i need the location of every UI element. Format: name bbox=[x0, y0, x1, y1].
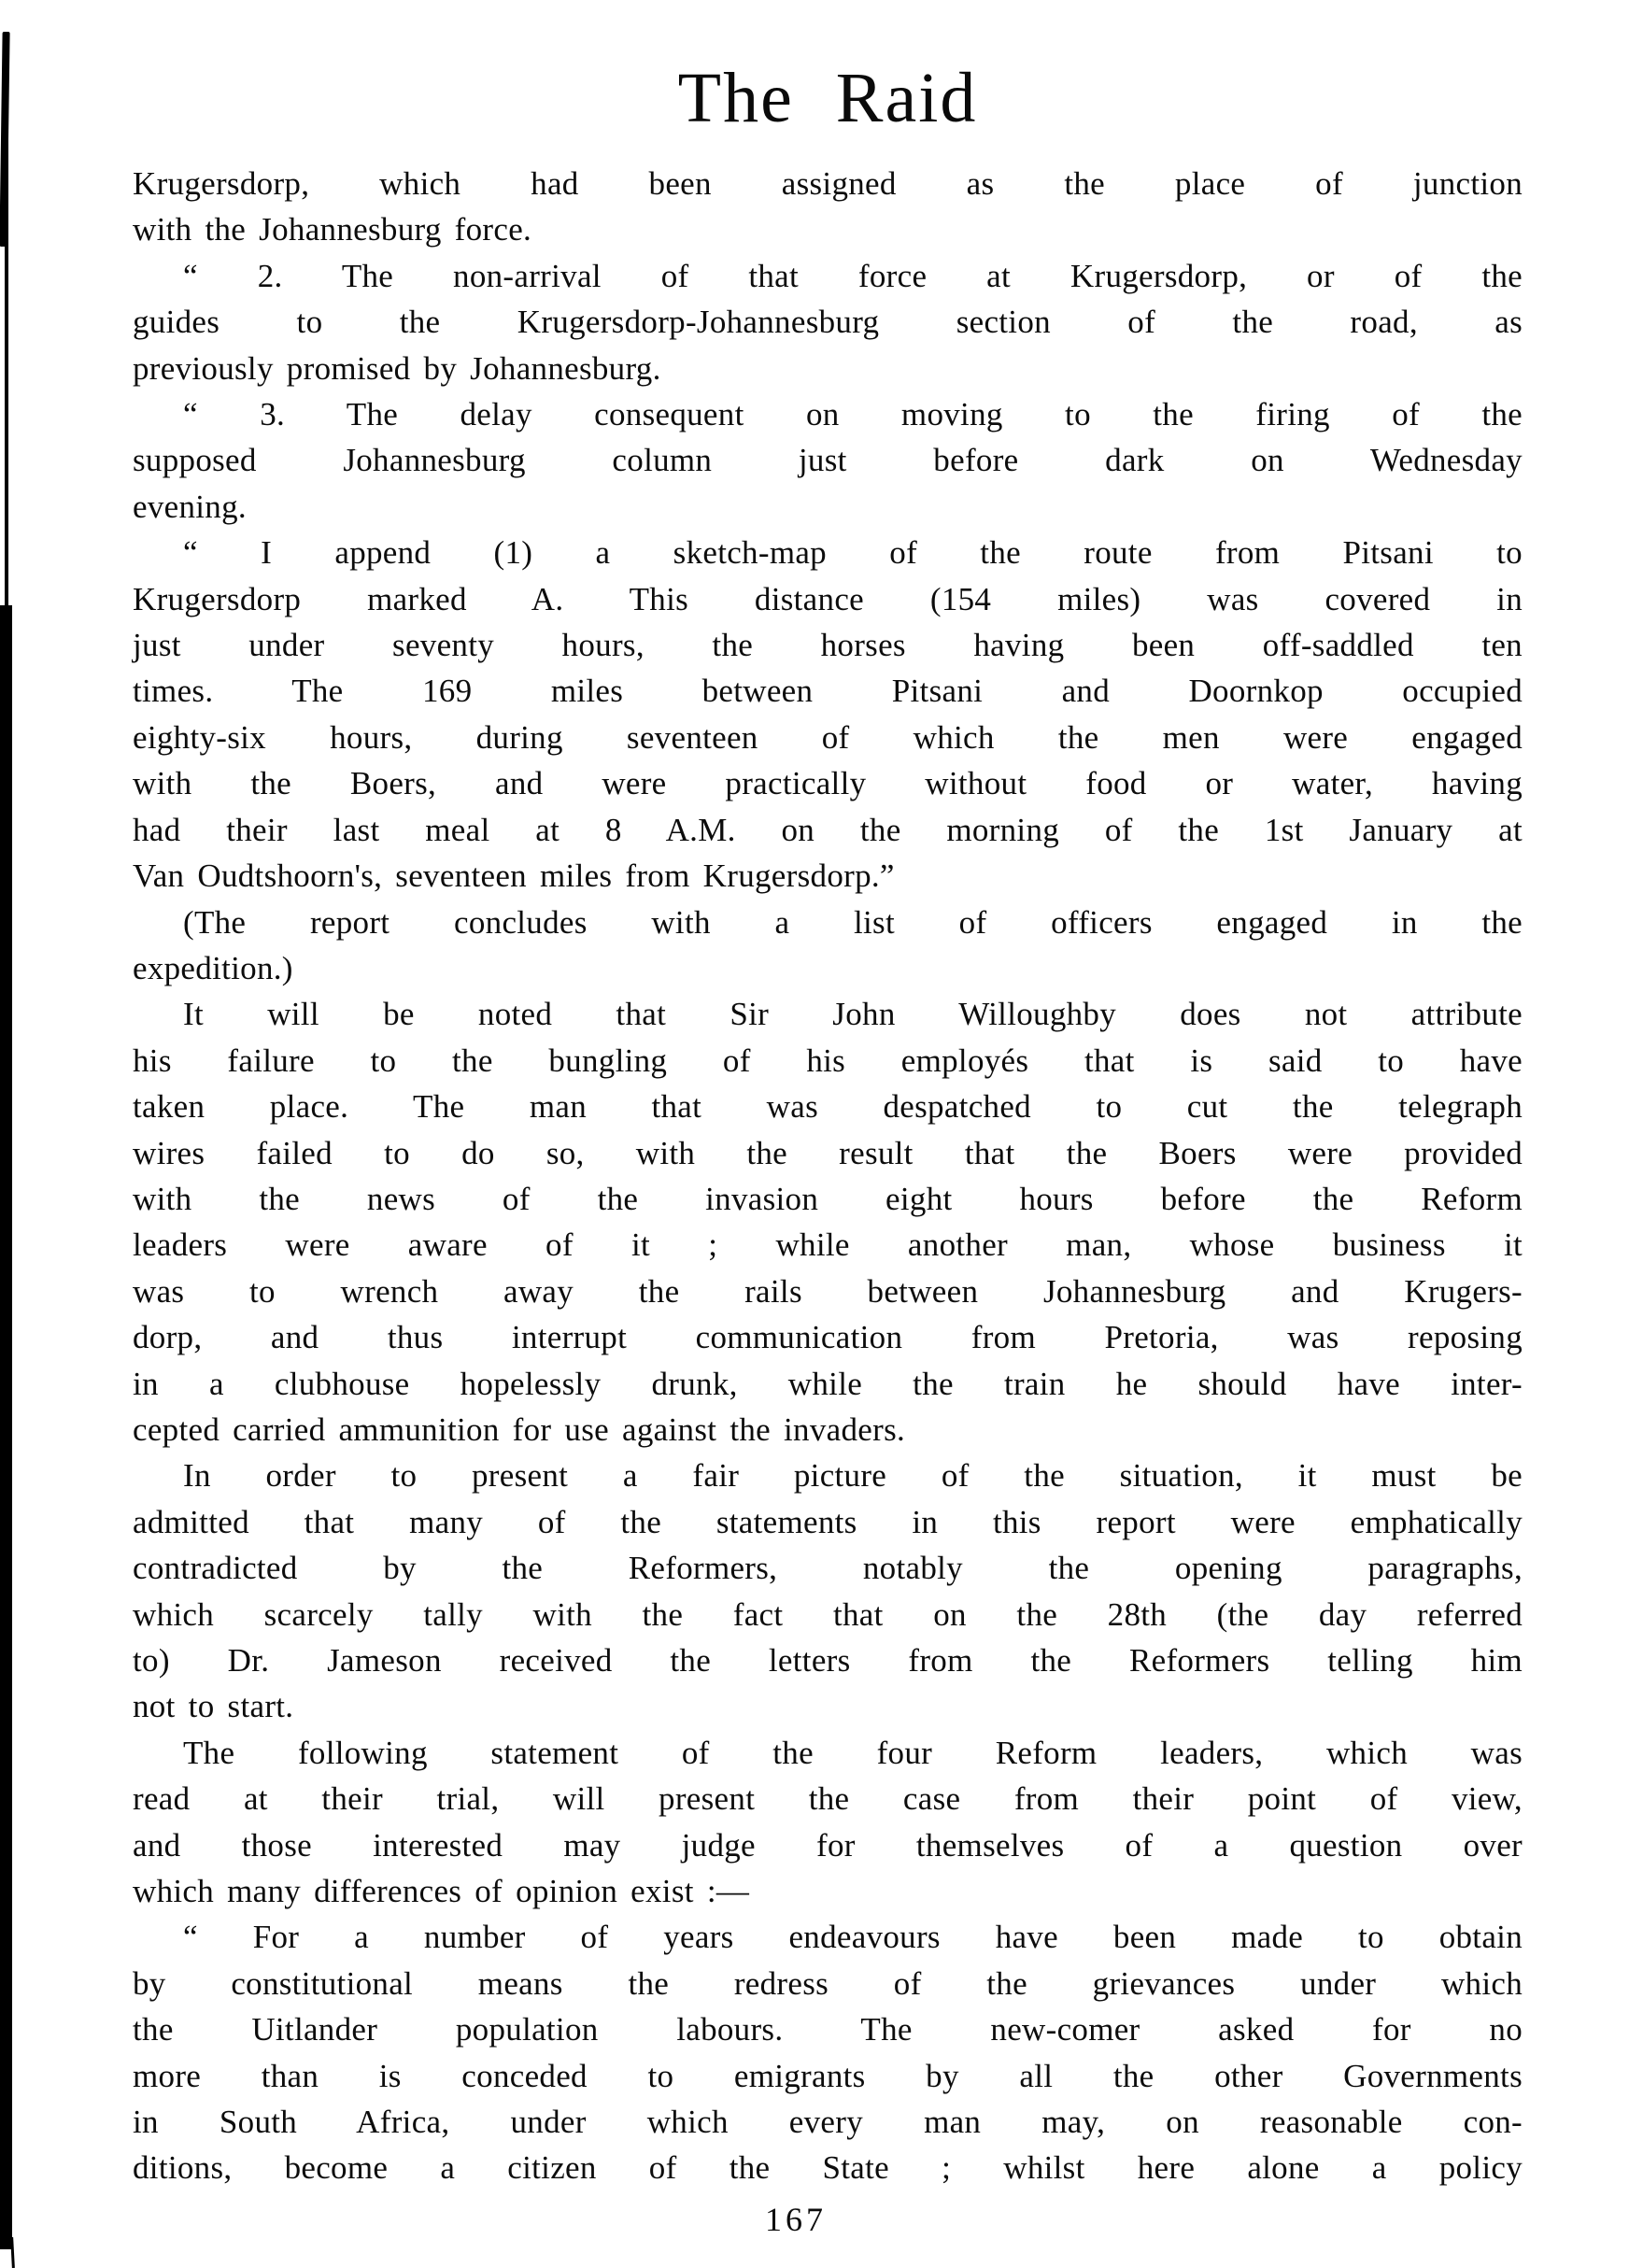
text-line: not to start. bbox=[133, 1688, 294, 1725]
text-line: “ 3. The delay consequent on moving to the firing of the bbox=[183, 396, 1523, 433]
text-line: taken place. The man that was despatched to cut the telegraph bbox=[133, 1088, 1523, 1126]
text-line: which scarcely tally with the fact that on the 28th (the day referred bbox=[133, 1595, 1523, 1633]
text-line: previously promised by Johannesburg. bbox=[133, 349, 661, 387]
paragraph bbox=[133, 1453, 1523, 1729]
text-line: was to wrench away the rails between Johannesburg and Krugers- bbox=[133, 1272, 1523, 1310]
text-line: with the news of the invasion eight hours before the Reform bbox=[133, 1180, 1523, 1217]
text-line: in South Africa, under which every man may, on reasonable con- bbox=[133, 2104, 1523, 2141]
paragraph bbox=[133, 391, 1523, 530]
text-line: times. The 169 miles between Pitsani and Doornkop occupied bbox=[133, 673, 1523, 710]
binding-artifact-thin bbox=[5, 89, 8, 612]
text-line: ditions, become a citizen of the State ; whilst here alone a policy bbox=[133, 2149, 1523, 2187]
text-line: contradicted by the Reformers, notably the opening paragraphs, bbox=[133, 1550, 1523, 1587]
text-line: “ For a number of years endeavours have been made to obtain bbox=[183, 1919, 1523, 1956]
binding-artifact-tail bbox=[10, 2237, 15, 2268]
text-line: with the Johannesburg force. bbox=[133, 211, 532, 248]
text-block bbox=[133, 161, 1523, 2191]
text-line: in a clubhouse hopelessly drunk, while the train he should have inter- bbox=[133, 1365, 1523, 1402]
text-line: his failure to the bungling of his employés that is said to have bbox=[133, 1042, 1523, 1079]
text-line: dorp, and thus interrupt communication from Pretoria, was reposing bbox=[133, 1319, 1523, 1356]
paragraph bbox=[133, 253, 1523, 391]
page-number: 167 bbox=[765, 2201, 827, 2238]
paragraph bbox=[133, 530, 1523, 899]
text-line: the Uitlander population labours. The new-comer asked for no bbox=[133, 2011, 1523, 2048]
paragraph bbox=[133, 991, 1523, 1453]
text-line: The following statement of the four Reform leaders, which was bbox=[183, 1734, 1523, 1771]
text-line: had their last meal at 8 A.M. on the morning of the 1st January at bbox=[133, 811, 1523, 848]
text-line: Krugersdorp marked A. This distance (154 miles) was covered in bbox=[133, 580, 1523, 617]
text-line: which many differences of opinion exist :— bbox=[133, 1873, 750, 1910]
paragraph bbox=[133, 161, 1523, 253]
text-line: to) Dr. Jameson received the letters from the Reformers telling him bbox=[133, 1642, 1523, 1679]
text-line: In order to present a fair picture of the situation, it must be bbox=[183, 1457, 1523, 1495]
paragraph bbox=[133, 1730, 1523, 1915]
text-line: wires failed to do so, with the result that the Boers were provided bbox=[133, 1134, 1523, 1171]
text-line: and those interested may judge for themselves of a question over bbox=[133, 1826, 1523, 1864]
text-line: supposed Johannesburg column just before dark on Wednesday bbox=[133, 442, 1523, 479]
paragraph bbox=[133, 900, 1523, 992]
text-line: with the Boers, and were practically without food or water, having bbox=[133, 765, 1523, 802]
text-line: It will be noted that Sir John Willoughby does not attribute bbox=[183, 996, 1523, 1033]
text-line: Krugersdorp, which had been assigned as the place of junction bbox=[133, 165, 1523, 202]
text-line: “ 2. The non-arrival of that force at Krugersdorp, or of the bbox=[183, 257, 1523, 294]
text-line: admitted that many of the statements in this report were emphatically bbox=[133, 1503, 1523, 1540]
text-line: just under seventy hours, the horses having been off-saddled ten bbox=[133, 627, 1523, 664]
binding-artifact-main bbox=[0, 605, 12, 2249]
chapter-title: The Raid bbox=[677, 59, 978, 137]
text-line: Van Oudtshoorn's, seventeen miles from Krugersdorp.” bbox=[133, 858, 895, 895]
text-line: “ I append (1) a sketch-map of the route from Pitsani to bbox=[183, 534, 1523, 572]
text-line: guides to the Krugersdorp-Johannesburg section of the road, as bbox=[133, 304, 1523, 341]
text-line: evening. bbox=[133, 488, 247, 525]
text-line: (The report concludes with a list of officers engaged in the bbox=[183, 903, 1523, 941]
text-line: cepted carried ammunition for use against the invaders. bbox=[133, 1410, 906, 1448]
paragraph bbox=[133, 1914, 1523, 2190]
text-line: by constitutional means the redress of the grievances under which bbox=[133, 1964, 1523, 2002]
text-line: read at their trial, will present the case from their point of view, bbox=[133, 1780, 1523, 1818]
text-line: eighty-six hours, during seventeen of which the men were engaged bbox=[133, 718, 1523, 756]
text-line: more than is conceded to emigrants by all the other Governments bbox=[133, 2057, 1523, 2094]
text-line: leaders were aware of it ; while another man, whose business it bbox=[133, 1226, 1523, 1264]
text-line: expedition.) bbox=[133, 949, 293, 986]
